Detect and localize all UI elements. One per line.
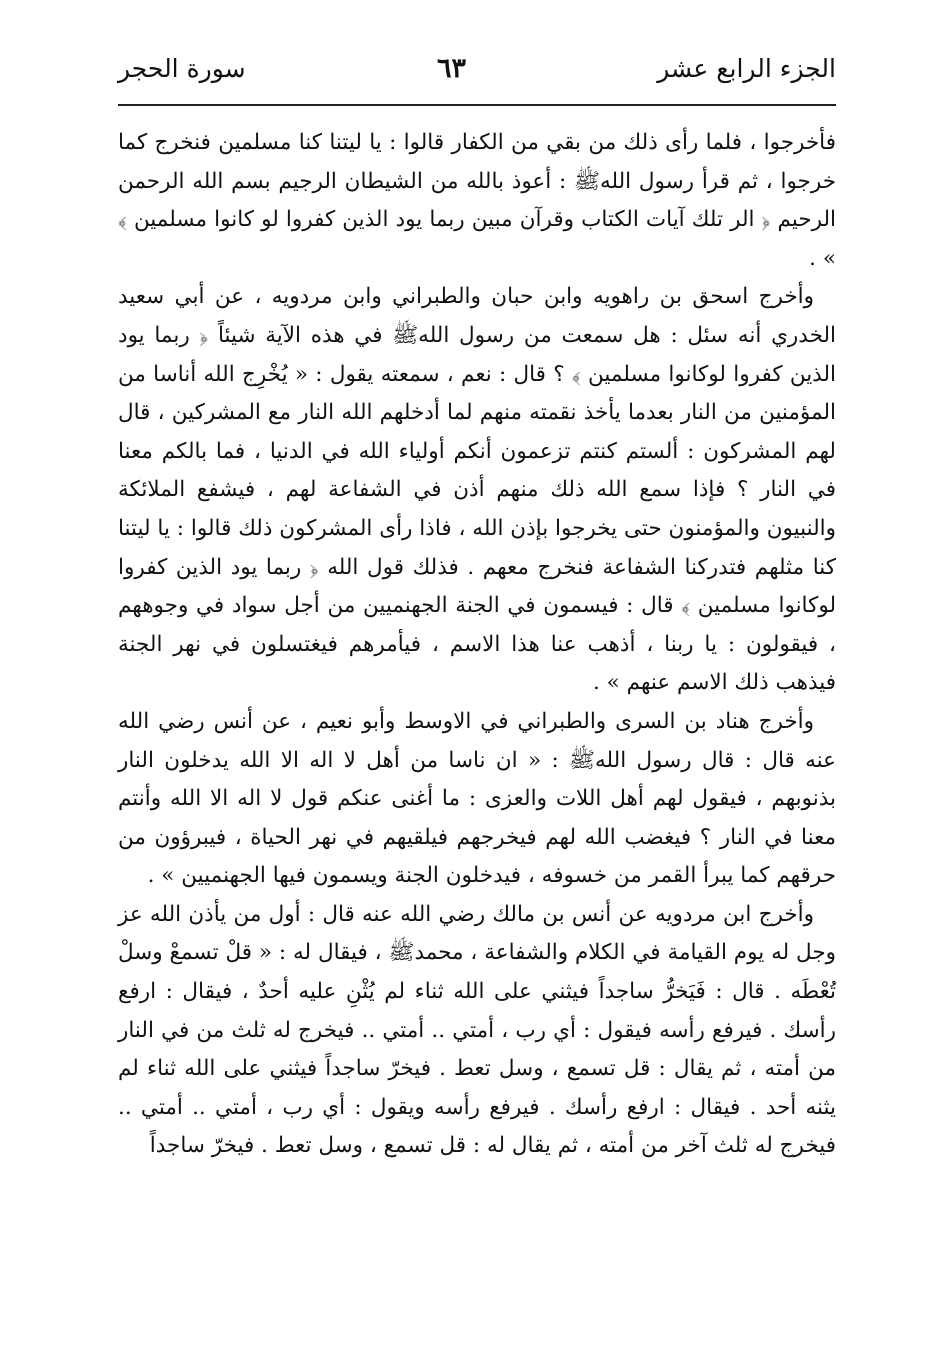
page-number: ٦٣ bbox=[436, 52, 466, 84]
header-part-label: الجزء الرابع عشر bbox=[657, 53, 836, 83]
body-text bbox=[118, 124, 836, 1166]
header-surah-label: سورة الحجر bbox=[118, 53, 246, 83]
paragraph-3: وأخرج هناد بن السرى والطبراني في الاوسط وأبو نعيم ، عن أنس رضي الله عنه قال : قال رسول اللهﷺ : « ان ناسا من أهل لا اله الا الله يدخلون النار بذنوبهم ، فيقول لهم أهل اللات والعزى : ما أغنى عنكم قول لا اله الا الله وأنتم معنا في النار ؟ فيغضب الله لهم فيخرجهم فيلقيهم في نهر الحياة ، فيبرؤون من حرقهم كما يبرأ القمر من خسوفه ، فيدخلون الجنة ويسمون فيها الجهنميين » . bbox=[118, 708, 836, 889]
page-header bbox=[118, 44, 836, 92]
paragraph-4: وأخرج ابن مردويه عن أنس بن مالك رضي الله عنه قال : أول من يأذن الله عز وجل له يوم القيامة في الكلام والشفاعة ، محمدﷺ ، فيقال له : « قلْ تسمعْ وسلْ تُعْطَه . قال : فَيَخرُّ ساجداً فيثني على الله ثناء لم يُثْنِ عليه أحدٌ ، فيقال : ارفع رأسك . فيرفع رأسه فيقول : أي رب ، أمتي .. أمتي .. فيخرج له ثلث من في النار من أمته ، ثم يقال : قل تسمع ، وسل تعط . فيخرّ ساجداً فيثني على الله ثناء لم يثنه أحد . فيقال : ارفع رأسك . فيرفع رأسه ويقول : أي رب ، أمتي .. أمتي .. فيخرج له ثلث آخر من أمته ، ثم يقال له : قل تسمع ، وسل تعط . فيخرّ ساجداً bbox=[118, 901, 836, 1159]
header-divider bbox=[118, 104, 836, 106]
paragraph-1: فأخرجوا ، فلما رأى ذلك من بقي من الكفار قالوا : يا ليتنا كنا مسلمين فنخرج كما خرجوا ، ثم قرأ رسول اللهﷺ : أعوذ بالله من الشيطان الرجيم بسم الله الرحمن الرحيم ﴿ الر تلك آيات الكتاب وقرآن مبين ربما يود الذين كفروا لو كانوا مسلمين ﴾ » . bbox=[118, 130, 836, 271]
paragraph-2: وأخرج اسحق بن راهويه وابن حبان والطبراني وابن مردويه ، عن أبي سعيد الخدري أنه سئل : هل سمعت من رسول اللهﷺ في هذه الآية شيئاً ﴿ ربما يود الذين كفروا لوكانوا مسلمين ﴾ ؟ قال : نعم ، سمعته يقول : « يُخْرِج الله أناسا من المؤمنين من النار بعدما يأخذ نقمته منهم لما أدخلهم الله النار مع المشركين ، قال لهم المشركون : ألستم كنتم تزعمون أنكم أولياء الله في الدنيا ، فما بالكم معنا في النار ؟ فإذا سمع الله ذلك منهم أذن في الشفاعة لهم ، فيشفع الملائكة والنبيون والمؤمنون حتى يخرجوا بإذن الله ، فاذا رأى المشركون ذلك قالوا : يا ليتنا كنا مثلهم فتدركنا الشفاعة فنخرج معهم . فذلك قول الله ﴿ ربما يود الذين كفروا لوكانوا مسلمين ﴾ قال : فيسمون في الجنة الجهنميين من أجل سواد في وجوههم ، فيقولون : يا ربنا ، أذهب عنا هذا الاسم ، فيأمرهم فيغتسلون في نهر الجنة فيذهب ذلك الاسم عنهم » . bbox=[118, 284, 836, 696]
